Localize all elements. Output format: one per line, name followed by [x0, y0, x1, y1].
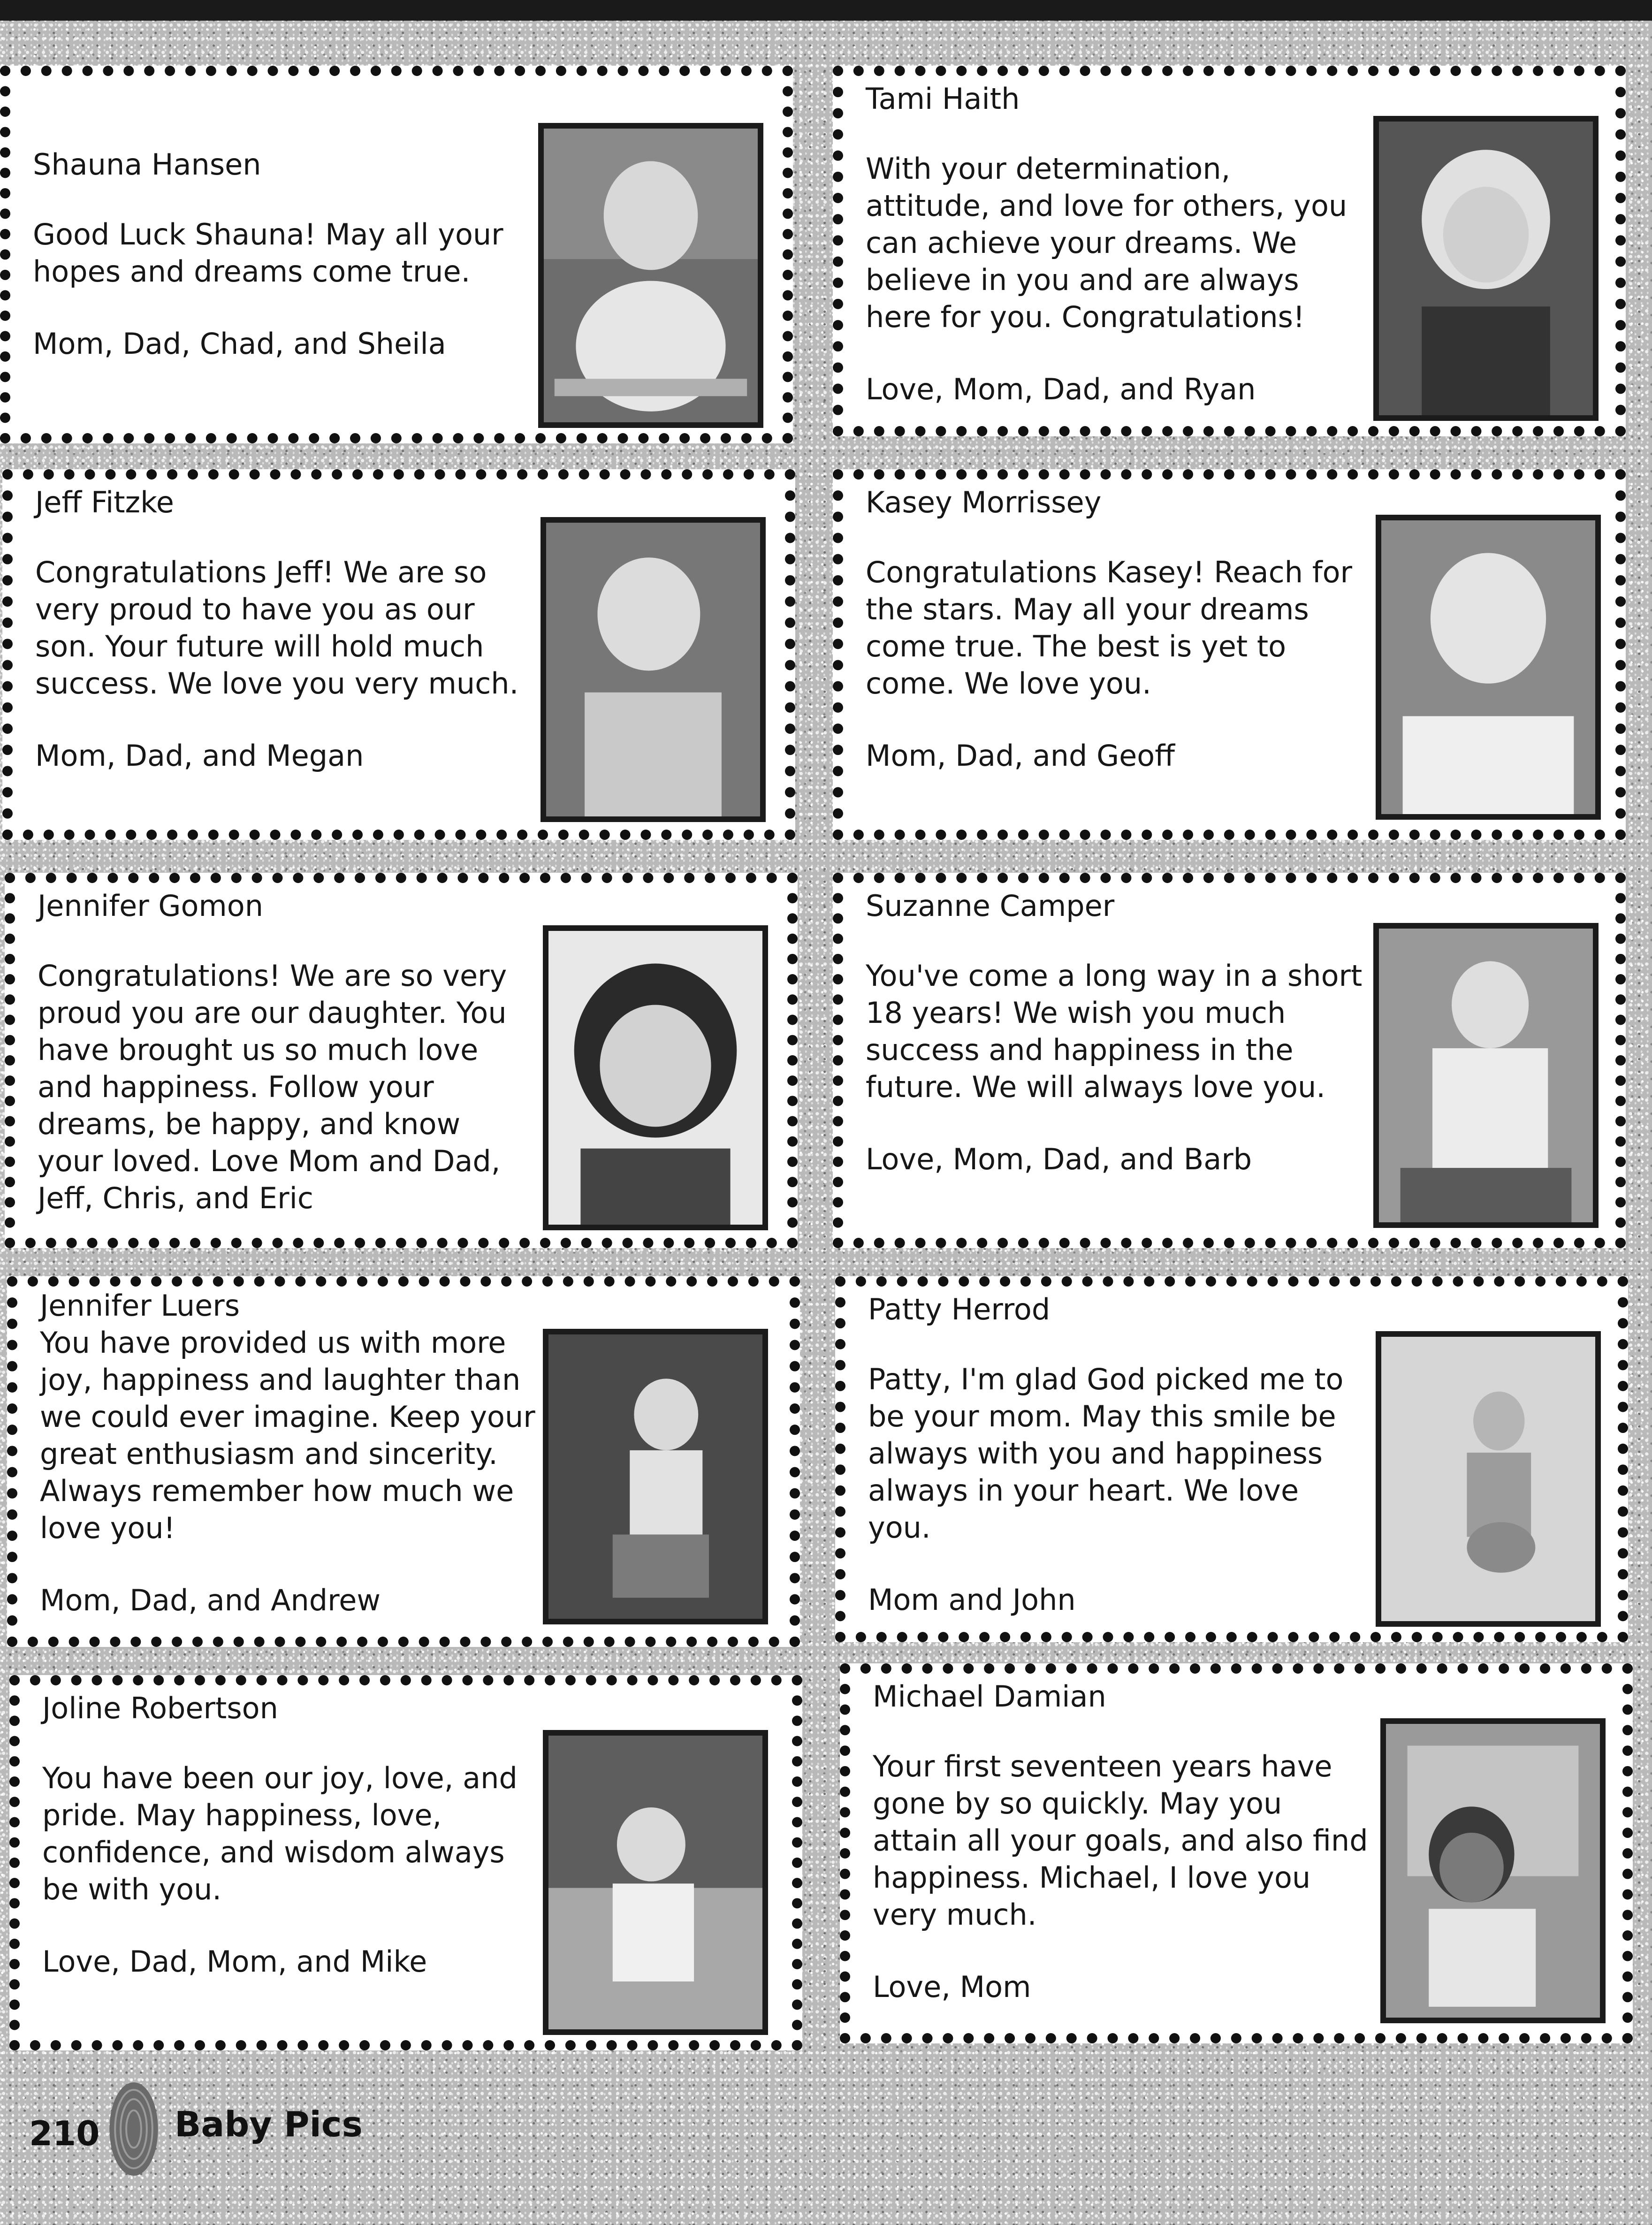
- tribute-message: Good Luck Shauna! May all your hopes and dreams come true.: [33, 217, 503, 289]
- student-name: Patty Herrod: [868, 1292, 1051, 1326]
- baby-photo: [1376, 1331, 1601, 1627]
- page-number: 210: [29, 2114, 100, 2153]
- student-name: Michael Damian: [873, 1679, 1106, 1714]
- baby-photo: [543, 925, 768, 1230]
- thumbprint-icon: [106, 2079, 162, 2179]
- tribute-message: You have provided us with more joy, happiness and laughter than we could ever imagine. Keep your great enthusiasm and sincerity. Always remember how much we love you!: [40, 1326, 535, 1545]
- student-name: Tami Haith: [866, 82, 1020, 116]
- tribute-signature: Love, Mom, Dad, and Barb: [866, 1142, 1252, 1176]
- tribute-card-patty-herrod: [835, 1276, 1628, 1642]
- baby-photo: [1376, 515, 1601, 820]
- student-name: Joline Robertson: [42, 1691, 278, 1725]
- baby-photo: [541, 517, 766, 822]
- tribute-message: Patty, I'm glad God picked me to be your mom. May this smile be always with you and happiness always in your heart. We love you.: [868, 1362, 1344, 1545]
- baby-photo: [1373, 116, 1599, 421]
- tribute-card-michael-damian: [840, 1663, 1633, 2043]
- tribute-message: Congratulations Jeff! We are so very proud to have you as our son. Your future will hold much success. We love you very much.: [35, 555, 519, 701]
- tribute-card-kasey-morrissey: [833, 469, 1626, 840]
- student-name: Suzanne Camper: [866, 889, 1115, 923]
- tribute-message: You have been our joy, love, and pride. May happiness, love, confidence, and wisdom always be with you.: [42, 1761, 518, 1906]
- tribute-message: You've come a long way in a short 18 years! We wish you much success and happiness in the future. We will always love you.: [866, 959, 1363, 1104]
- baby-photo: [543, 1730, 768, 2035]
- tribute-card-suzanne-camper: [833, 873, 1626, 1248]
- tribute-card-joline-robertson: [9, 1675, 802, 2050]
- student-name: Kasey Morrissey: [866, 485, 1102, 519]
- tribute-signature: Love, Mom, Dad, and Ryan: [866, 372, 1256, 406]
- tribute-signature: Mom, Dad, Chad, and Sheila: [33, 327, 446, 361]
- tribute-message: With your determination, attitude, and love for others, you can achieve your dreams. We believe in you and are always here for you. Congratulations!: [866, 152, 1347, 334]
- tribute-signature: Mom, Dad, and Geoff: [866, 739, 1175, 773]
- top-edge-bar: [0, 0, 1652, 21]
- tribute-message: Congratulations Kasey! Reach for the stars. May all your dreams come true. The best is yet to come. We love you.: [866, 555, 1352, 701]
- tribute-signature: Mom, Dad, and Andrew: [40, 1583, 381, 1617]
- student-name: Jennifer Gomon: [38, 889, 264, 923]
- tribute-signature: Mom, Dad, and Megan: [35, 739, 364, 773]
- baby-photo: [1373, 923, 1599, 1228]
- tribute-card-jennifer-gomon: [5, 873, 798, 1248]
- tribute-card-jeff-fitzke: [2, 469, 795, 840]
- baby-photo: [1380, 1718, 1606, 2023]
- student-name: Jeff Fitzke: [35, 485, 174, 519]
- baby-photo: [538, 123, 763, 428]
- baby-photo: [543, 1329, 768, 1624]
- student-name: Jennifer Luers: [40, 1288, 240, 1323]
- tribute-signature: Love, Mom: [873, 1970, 1031, 2004]
- section-title: Baby Pics: [175, 2104, 363, 2145]
- tribute-card-jennifer-luers: [7, 1276, 800, 1647]
- tribute-card-shauna-hansen: [0, 66, 793, 443]
- tribute-signature: Love, Dad, Mom, and Mike: [42, 1944, 427, 1979]
- tribute-message: Your first seventeen years have gone by so quickly. May you attain all your goals, and also find happiness. Michael, I love you very much.: [873, 1749, 1368, 1932]
- tribute-signature: Mom and John: [868, 1583, 1076, 1617]
- student-name: Shauna Hansen: [33, 147, 261, 182]
- tribute-message: Congratulations! We are so very proud you are our daughter. You have brought us so much love and happiness. Follow your dreams, be happy, and know your loved. Love Mom and Dad, Jeff, Chris, and Eric: [38, 959, 507, 1215]
- tribute-card-tami-haith: [833, 66, 1626, 436]
